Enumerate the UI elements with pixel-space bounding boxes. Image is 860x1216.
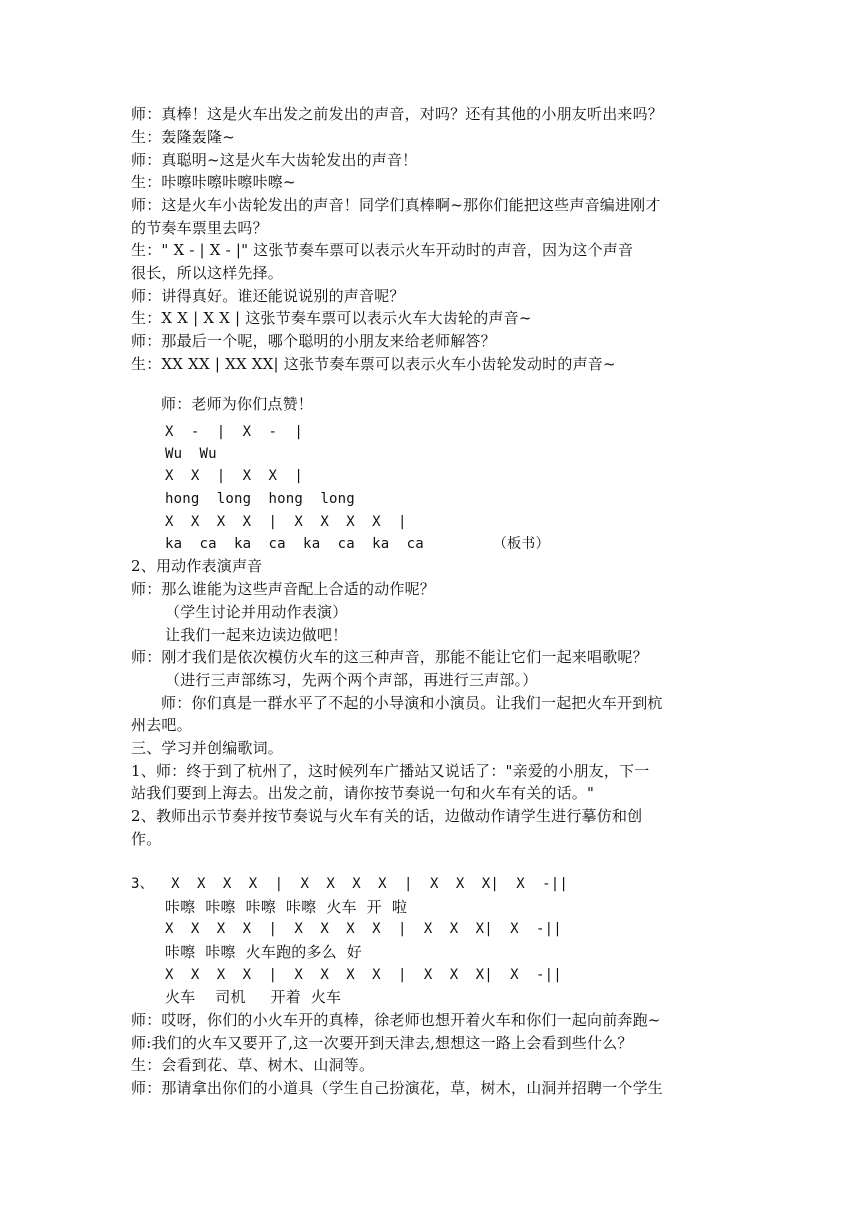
text-line: 1、师：终于到了杭州了，这时候列车广播站又说话了："亲爱的小朋友，下一 xyxy=(131,762,650,780)
text-line: 师:我们的火车又要开了,这一次要开到天津去,想想这一路上会看到些什么？ xyxy=(131,1034,633,1052)
text-line: 师：哎呀，你们的小火车开的真棒，徐老师也想开着火车和你们一起向前奔跑~ xyxy=(131,1011,661,1029)
text-line: 生：" X - | X - |" 这张节奏车票可以表示火车开动时的声音，因为这个声音 xyxy=(131,241,634,259)
section-heading: 三、学习并创编歌词。 xyxy=(131,739,284,757)
text-line: 师：这是火车小齿轮发出的声音！同学们真棒啊~那你们能把这些声音编进刚才 xyxy=(131,196,661,214)
text-line: 师：刚才我们是依次模仿火车的这三种声音，那能不能让它们一起来唱歌呢？ xyxy=(131,648,648,666)
text-line: 的节奏车票里去吗？ xyxy=(131,219,268,237)
text-line: 师：你们真是一群水平了不起的小导演和小演员。让我们一起把火车开到杭 xyxy=(161,694,663,712)
rhythm-notation: X X X X | X X X X | X X X| X -|| xyxy=(165,921,562,937)
text-line: 师：讲得真好。谁还能说说别的声音呢？ xyxy=(131,287,405,305)
text-line: 生：XX XX | XX XX| 这张节奏车票可以表示火车小齿轮发动时的声音~ xyxy=(131,355,616,373)
text-line: 站我们要到上海去。出发之前，请你按节奏说一句和火车有关的话。" xyxy=(131,784,595,802)
rhythm-lyrics: 咔嚓 咔嚓 咔嚓 咔嚓 火车 开 啦 xyxy=(165,898,408,916)
rhythm-syllables: ka ca ka ca ka ca ka ca （板书） xyxy=(165,536,550,552)
rhythm-notation: 3、 X X X X | X X X X | X X X| X -|| xyxy=(131,876,569,892)
text-line: 生：轰隆轰隆~ xyxy=(131,128,235,146)
text-line: 生：会看到花、草、树木、山洞等。 xyxy=(131,1056,375,1074)
text-line: 州去吧。 xyxy=(131,716,192,734)
text-line: 让我们一起来边读边做吧！ xyxy=(165,626,348,644)
text-line: 作。 xyxy=(131,830,162,848)
text-line: 师：那最后一个呢，哪个聪明的小朋友来给老师解答？ xyxy=(131,332,496,350)
text-line: 生：X X | X X | 这张节奏车票可以表示火车大齿轮的声音~ xyxy=(131,309,532,327)
rhythm-syllables: hong long hong long xyxy=(165,491,355,507)
rhythm-notation: X - | X - | xyxy=(165,424,304,440)
text-line: 师：真聪明~这是火车大齿轮发出的声音！ xyxy=(131,151,418,169)
rhythm-lyrics: 火车 司机 开着 火车 xyxy=(165,988,342,1006)
rhythm-syllables: Wu Wu xyxy=(165,446,217,462)
text-line: 师：真棒！这是火车出发之前发出的声音，对吗？还有其他的小朋友听出来吗？ xyxy=(131,105,664,123)
rhythm-notation: X X X X | X X X X | X X X| X -|| xyxy=(165,967,562,983)
text-line: （进行三声部练习，先两个两个声部，再进行三声部。） xyxy=(165,671,538,689)
text-line: 师：老师为你们点赞！ xyxy=(161,395,314,413)
rhythm-lyrics: 咔嚓 咔嚓 火车跑的多么 好 xyxy=(165,943,363,961)
text-line: 生：咔嚓咔嚓咔嚓咔嚓~ xyxy=(131,173,296,191)
text-line: 很长，所以这样先择。 xyxy=(131,264,284,282)
section-heading: 2、用动作表演声音 xyxy=(131,557,263,575)
rhythm-notation: X X X X | X X X X | xyxy=(165,514,407,530)
text-line: （学生讨论并用动作表演） xyxy=(165,603,348,621)
text-line: 师：那么谁能为这些声音配上合适的动作呢？ xyxy=(131,580,436,598)
rhythm-notation: X X | X X | xyxy=(165,468,304,484)
text-line: 2、教师出示节奏并按节奏说与火车有关的话，边做动作请学生进行摹仿和创 xyxy=(131,807,643,825)
text-line: 师：那请拿出你们的小道具（学生自己扮演花，草，树木，山洞并招聘一个学生 xyxy=(131,1079,664,1097)
